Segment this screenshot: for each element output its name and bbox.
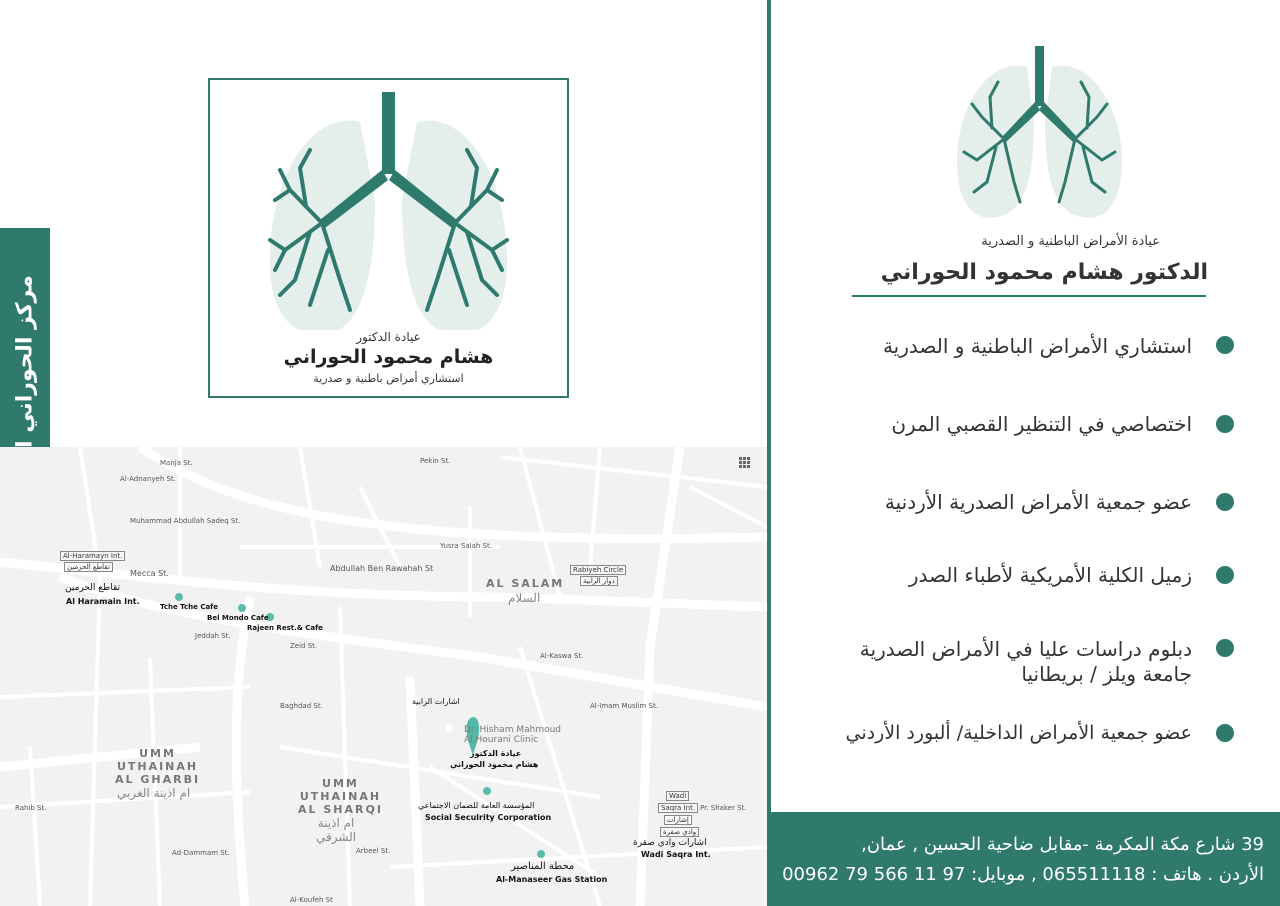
map-street-label: Pekin St. xyxy=(420,457,451,465)
map-box-label: Wadi xyxy=(666,791,689,801)
map-clinic-label: عيادة الدكتور xyxy=(470,749,522,758)
map-box-label: وادي صقرة xyxy=(660,827,699,837)
map-poi-label: تقاطع الحرمين xyxy=(65,583,121,593)
map-box-label: Saqra Int. xyxy=(658,803,698,813)
qualification-item: عضو جمعية الأمراض الصدرية الأردنية xyxy=(884,490,1192,514)
map-area-label: UMM UTHAINAH AL SHARQI xyxy=(298,777,383,816)
map-box-label: Al-Haramayn Int. xyxy=(60,551,125,561)
map-area-label: AL SALAM xyxy=(486,577,565,590)
address-line: 39 شارع مكة المكرمة -مقابل ضاحية الحسين , عمان, xyxy=(861,834,1264,855)
map-poi-label: اشارات الرابية xyxy=(412,697,460,706)
map-area-label: UMM UTHAINAH AL GHARBI xyxy=(115,747,201,786)
map-poi-label: اشارات وادي صقرة xyxy=(633,838,707,848)
map-street-label: Baghdad St. xyxy=(280,702,323,710)
qualification-item: استشاري الأمراض الباطنية و الصدرية xyxy=(882,334,1192,358)
map-street-label: Arbeel St. xyxy=(356,847,391,855)
map-area-label: ام اذينة الغربي xyxy=(117,786,191,800)
heading-underline xyxy=(852,295,1206,297)
location-map[interactable] xyxy=(0,447,767,906)
bullet-icon xyxy=(1216,415,1234,433)
map-box-label: تقاطع الحرمين xyxy=(64,562,113,572)
map-street-label: Zeid St. xyxy=(290,642,318,650)
map-street-label: Manja St. xyxy=(160,459,193,467)
map-poi-label: Wadi Saqra Int. xyxy=(641,850,711,859)
map-street-label: Mecca St. xyxy=(130,569,169,578)
qualification-item: عضو جمعية الأمراض الداخلية/ ألبورد الأردني xyxy=(845,722,1192,744)
map-poi-label: Al-Manaseer Gas Station xyxy=(496,875,608,884)
map-clinic-label: هشام محمود الحوراني xyxy=(450,760,539,769)
logo-card-title: عيادة الدكتور xyxy=(356,330,421,344)
clinic-label: عيادة الأمراض الباطنية و الصدرية xyxy=(981,234,1160,249)
map-poi-label: Tche Tche Cafe xyxy=(160,603,218,611)
map-street-label: Jeddah St. xyxy=(195,632,231,640)
qualification-item: اختصاصي في التنظير القصبي المرن xyxy=(891,412,1192,436)
bullet-icon xyxy=(1216,336,1234,354)
address-footer xyxy=(771,812,1280,906)
map-poi-label: Bel Mondo Cafe xyxy=(207,614,269,622)
lungs-logo-icon xyxy=(210,80,567,330)
bullet-icon xyxy=(1216,493,1234,511)
map-clinic-label: Dr. Hisham Mahmoud Al Hourani Clinic xyxy=(464,725,562,745)
qualification-item: جامعة ويلز / بريطانيا xyxy=(1021,662,1192,686)
qualification-item: دبلوم دراسات عليا في الأمراض الصدرية xyxy=(859,637,1192,661)
map-area-label: السلام xyxy=(508,591,541,605)
map-street-label: Abdullah Ben Rawahah St xyxy=(330,564,434,573)
map-street-label: Al-Koufeh St xyxy=(290,896,333,904)
logo-card-name: هشام محمود الحوراني xyxy=(283,346,494,368)
bullet-icon xyxy=(1216,724,1234,742)
map-box-label: Rabiyeh Circle xyxy=(570,565,626,575)
map-street-label: Al-Kaswa St. xyxy=(540,652,584,660)
map-poi-label: Al Haramain Int. xyxy=(66,597,140,606)
bullet-icon xyxy=(1216,566,1234,584)
lungs-logo-icon xyxy=(952,42,1127,222)
map-street-label: Ad-Dammam St. xyxy=(172,849,230,857)
map-street-label: Al-Imam Muslim St. xyxy=(590,702,658,710)
map-street-label: Rahib St. xyxy=(15,804,47,812)
doctor-name-heading: الدكتور هشام محمود الحوراني xyxy=(880,260,1208,285)
bullet-icon xyxy=(1216,639,1234,657)
map-poi-label: Social Seculrity Corporation xyxy=(425,813,552,822)
map-street-label: Pr. Shaker St. xyxy=(700,804,747,812)
logo-card xyxy=(208,78,569,398)
map-poi-label: المؤسسة العامة للضمان الاجتماعي xyxy=(418,801,535,810)
map-street-label: Al-Adnanyeh St. xyxy=(120,475,176,483)
map-box-label: إشارات xyxy=(664,815,692,825)
qualification-item: زميل الكلية الأمريكية لأطباء الصدر xyxy=(908,563,1192,587)
vertical-divider xyxy=(767,0,771,906)
contact-line: الأردن . هاتف : 065511118 , موبايل: 97 11 566 79 00962 xyxy=(782,864,1264,885)
map-poi-label: Rajeen Rest.& Cafe xyxy=(247,624,323,632)
logo-card-subtitle: استشاري أمراض باطنية و صدرية xyxy=(313,372,464,385)
map-area-label: ام اذينة الشرقي xyxy=(316,816,357,844)
map-box-label: دوار الرابية xyxy=(580,576,618,586)
map-street-label: Muhammad Abdullah Sadeq St. xyxy=(130,517,241,525)
map-street-label: Yusra Salah St. xyxy=(440,542,492,550)
map-poi-label: محطة المناصير xyxy=(511,861,575,872)
